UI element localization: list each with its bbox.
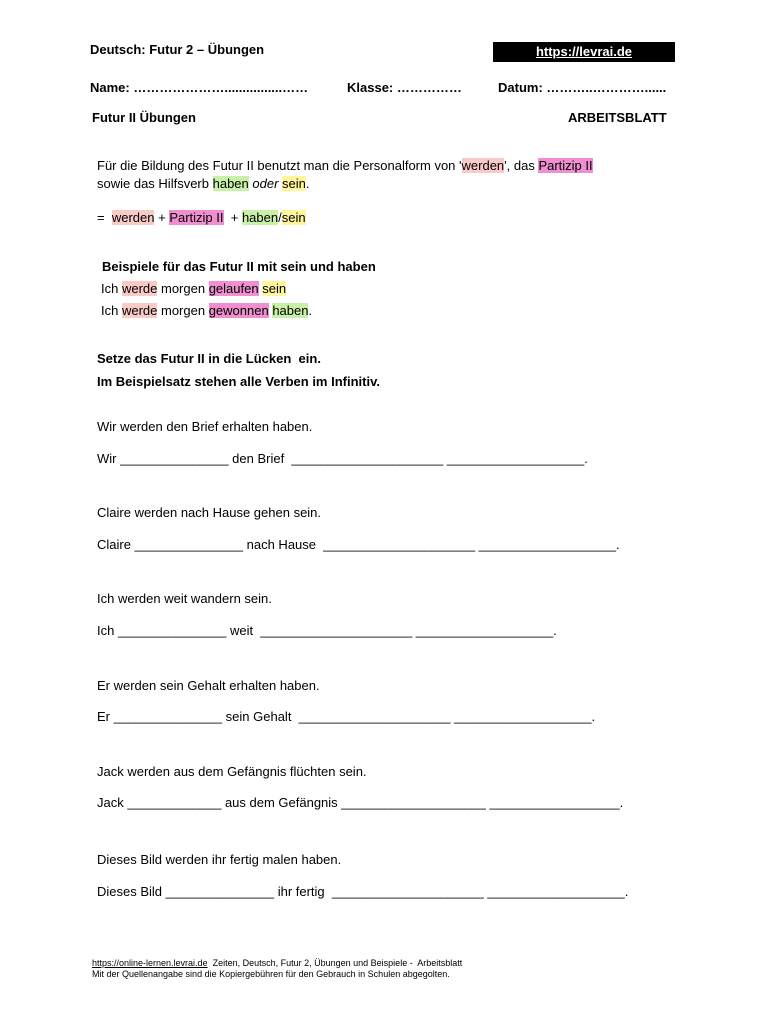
name-field: Name: …………………................…… [90,80,309,95]
sein-highlight: sein [262,281,287,296]
period: . [308,303,313,318]
worksheet-label: ARBEITSBLATT [568,110,667,125]
task-line-1: Setze das Futur II in die Lücken ein. [97,351,321,366]
exercise-gap-line[interactable]: Ich _______________ weit _____________________ ___________________. [97,623,557,638]
footer-link[interactable]: https://online-lernen.levrai.de [92,958,208,968]
example-text: Ich [101,303,122,318]
example-text: morgen [157,281,209,296]
participle-highlight: gelaufen [208,281,259,296]
exercise-prompt: Dieses Bild werden ihr fertig malen haben. [97,852,342,867]
exercise-prompt: Claire werden nach Hause gehen sein. [97,505,322,520]
participle-highlight: gewonnen [208,303,269,318]
werden-highlight: werden [461,158,505,173]
example-text: Ich [101,281,122,296]
haben-highlight: haben [241,210,279,225]
worksheet-title: Deutsch: Futur 2 – Übungen [90,42,265,57]
intro-text: Für die Bildung des Futur II benutzt man die Personalform von ' [97,158,462,173]
intro-line-2 [97,176,310,191]
sein-highlight: sein [282,176,306,191]
exercise-gap-line[interactable]: Jack _____________ aus dem Gefängnis ____________________ __________________. [97,795,624,810]
haben-highlight: haben [272,303,309,318]
period: . [305,176,310,191]
task-line-2: Im Beispielsatz stehen alle Verben im Infinitiv. [97,374,380,389]
footer [92,958,462,980]
exercise-prompt: Ich werden weit wandern sein. [97,591,272,606]
footer-text: Zeiten, Deutsch, Futur 2, Übungen und Beispiele - Arbeitsblatt [207,958,463,968]
klasse-field: Klasse: …………… [347,80,462,95]
intro-text: sowie das Hilfsverb [97,176,213,191]
exercise-gap-line[interactable]: Er _______________ sein Gehalt _____________________ ___________________. [97,709,596,724]
subtitle: Futur II Übungen [92,110,196,125]
formula [97,210,306,225]
partizip-highlight: Partizip II [169,210,224,225]
example-2 [101,303,312,318]
exercise-gap-line[interactable]: Dieses Bild _______________ ihr fertig _____________________ ___________________. [97,884,629,899]
examples-heading: Beispiele für das Futur II mit sein und haben [102,259,376,274]
exercise-gap-line[interactable]: Claire _______________ nach Hause _____________________ ___________________. [97,537,620,552]
oder-text: oder [252,176,279,191]
werde-highlight: werde [121,303,158,318]
intro-text: ', das [504,158,539,173]
equals-sign: = [97,210,109,225]
werde-highlight: werde [121,281,158,296]
plus-sign: + [227,210,242,225]
plus-sign: + [154,210,170,225]
datum-field: Datum: ………..…………...... [498,80,667,95]
exercise-prompt: Wir werden den Brief erhalten haben. [97,419,313,434]
partizip-highlight: Partizip II [538,158,593,173]
levrai-link[interactable]: https://levrai.de [493,42,675,62]
footer-note: Mit der Quellenangabe sind die Kopiergebühren für den Gebrauch in Schulen abgegolten. [92,969,450,979]
werden-highlight: werden [111,210,155,225]
intro-line-1 [97,158,593,173]
sein-highlight: sein [281,210,306,225]
exercise-prompt: Er werden sein Gehalt erhalten haben. [97,678,320,693]
exercise-prompt: Jack werden aus dem Gefängnis flüchten sein. [97,764,367,779]
example-1 [101,281,286,296]
slash: / [278,210,282,225]
example-text: morgen [157,303,209,318]
haben-highlight: haben [212,176,249,191]
exercise-gap-line[interactable]: Wir _______________ den Brief _____________________ ___________________. [97,451,588,466]
